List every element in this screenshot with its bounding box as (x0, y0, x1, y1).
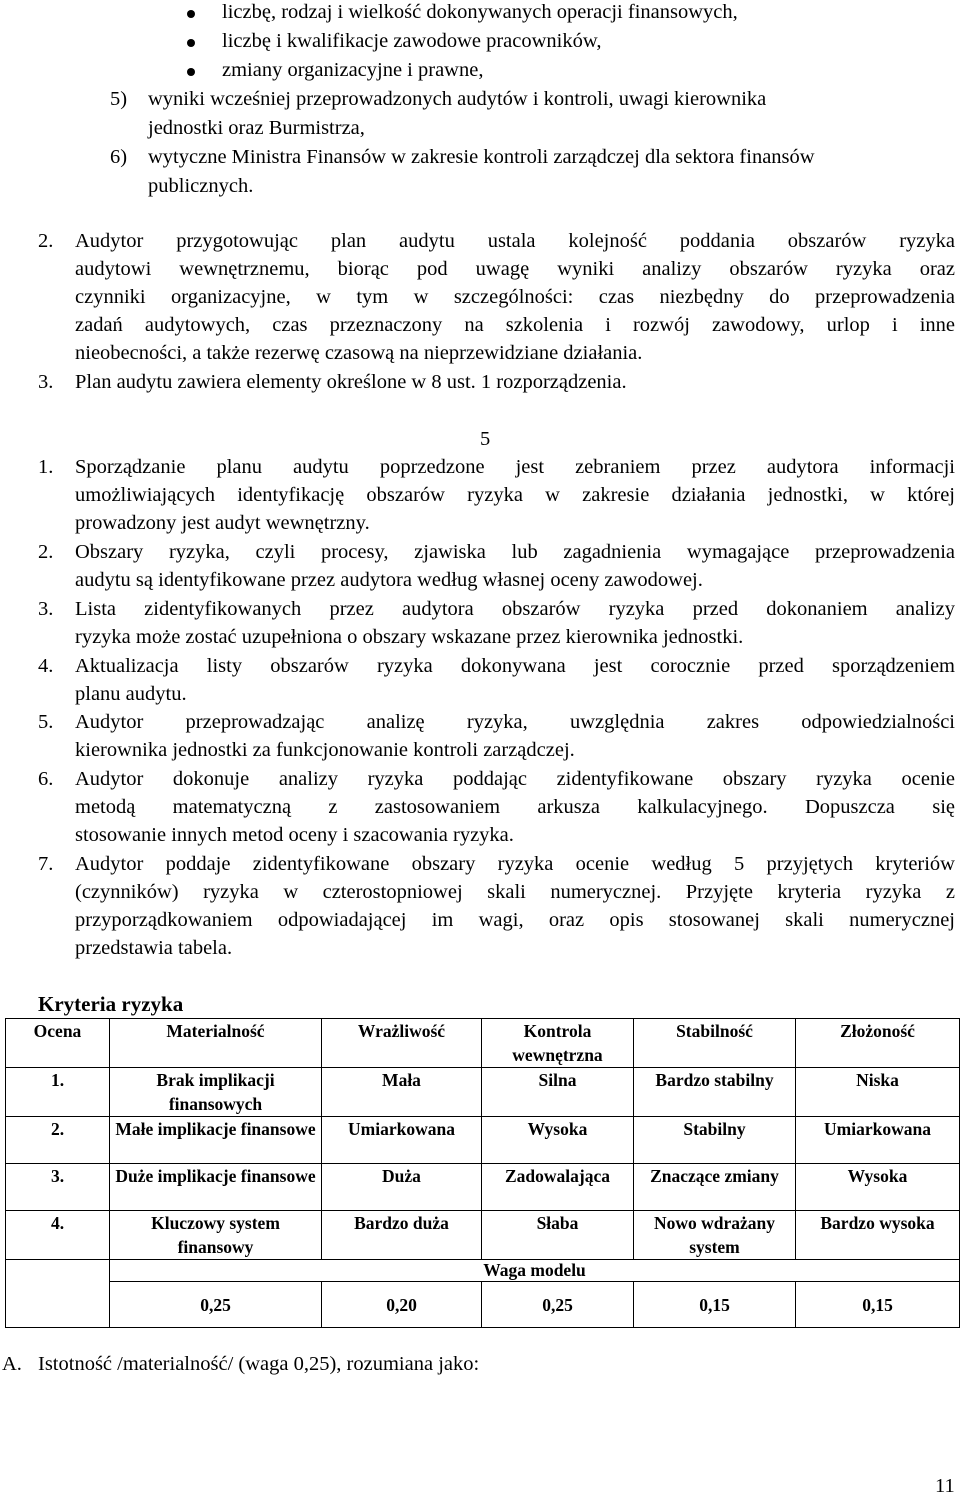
list-number: 6) (110, 146, 128, 168)
item-line: metodą matematyczną z zastosowaniem arkusza kalkulacyjnego. Dopuszcza się (75, 796, 955, 818)
item-number: 5. (38, 711, 54, 733)
paragraph-line: Audytor przygotowując plan audytu ustala kolejność poddania obszarów ryzyka (75, 230, 955, 252)
table-cell-empty (6, 1282, 110, 1328)
table-row (6, 1117, 960, 1164)
table-cell: Nowo wdrażany system (634, 1211, 796, 1260)
table-row (6, 1164, 960, 1211)
column-header: Ocena (6, 1019, 110, 1068)
page-number: 11 (935, 1475, 955, 1497)
list-item-line: jednostki oraz Burmistrza, (148, 117, 365, 139)
weight-value: 0,20 (322, 1282, 482, 1328)
table-weights-label-row (6, 1260, 960, 1282)
table-cell: Zadowalająca (482, 1164, 634, 1211)
column-header: Materialność (110, 1019, 322, 1068)
table-cell: Silna (482, 1068, 634, 1117)
table-cell: Słaba (482, 1211, 634, 1260)
table-cell-empty (6, 1260, 110, 1282)
column-header: Stabilność (634, 1019, 796, 1068)
table-weights-row (6, 1282, 960, 1328)
item-number: 7. (38, 853, 54, 875)
table-cell: 4. (6, 1211, 110, 1260)
item-line: audytu są identyfikowane przez audytora według własnej oceny zawodowej. (75, 569, 703, 591)
paragraph-line: nieobecności, a także rezerwę czasową na nieprzewidziane działania. (75, 342, 643, 364)
table-cell: Wysoka (482, 1117, 634, 1164)
footer-item-text: Istotność /materialność/ (waga 0,25), rozumiana jako: (38, 1353, 480, 1375)
item-number: 1. (38, 456, 54, 478)
weight-value: 0,15 (634, 1282, 796, 1328)
table-row (6, 1211, 960, 1260)
paragraph-line: zadań audytowych, czas przeznaczony na szkolenia i rozwój zawodowy, urlop i inne (75, 314, 955, 336)
list-number: 5) (110, 88, 128, 110)
table-cell: Bardzo duża (322, 1211, 482, 1260)
item-line: ryzyka może zostać uzupełniona o obszary wskazane przez kierownika jednostki. (75, 626, 744, 648)
item-line: umożliwiających identyfikację obszarów ryzyka w zakresie działania jednostki, w której (75, 484, 955, 506)
bullet-icon (187, 68, 195, 76)
table-cell: Małe implikacje finansowe (110, 1117, 322, 1164)
bullet-item: zmiany organizacyjne i prawne, (222, 59, 484, 81)
item-number: 4. (38, 655, 54, 677)
column-header: Kontrola wewnętrzna (482, 1019, 634, 1068)
table-cell: Brak implikacji finansowych (110, 1068, 322, 1117)
table-cell: Duża (322, 1164, 482, 1211)
item-number: 6. (38, 768, 54, 790)
section-marker: 5 (480, 428, 491, 450)
table-cell: Kluczowy system finansowy (110, 1211, 322, 1260)
item-line: (czynników) ryzyka w czterostopniowej skali numerycznej. Przyjęte kryteria ryzyka z (75, 881, 955, 903)
table-row (6, 1068, 960, 1117)
item-line: Audytor poddaje zidentyfikowane obszary ryzyka ocenie według 5 przyjętych kryteriów (75, 853, 955, 875)
table-cell: Umiarkowana (322, 1117, 482, 1164)
table-cell: Umiarkowana (796, 1117, 960, 1164)
footer-item-number: A. (2, 1353, 22, 1375)
column-header: Złożoność (796, 1019, 960, 1068)
weight-value: 0,25 (110, 1282, 322, 1328)
table-cell: 1. (6, 1068, 110, 1117)
paragraph-line: czynniki organizacyjne, w tym w szczególności: czas niezbędny do przeprowadzenia (75, 286, 955, 308)
paragraph-line: audytowi wewnętrznemu, biorąc pod uwagę wyniki analizy obszarów ryzyka oraz (75, 258, 955, 280)
table-cell: Mała (322, 1068, 482, 1117)
weight-value: 0,25 (482, 1282, 634, 1328)
list-item-line: wytyczne Ministra Finansów w zakresie kontroli zarządczej dla sektora finansów (148, 146, 815, 168)
list-item-line: wyniki wcześniej przeprowadzonych audytów i kontroli, uwagi kierownika (148, 88, 767, 110)
item-line: Audytor dokonuje analizy ryzyka poddając zidentyfikowane obszary ryzyka ocenie (75, 768, 955, 790)
item-line: Aktualizacja listy obszarów ryzyka dokonywana jest corocznie przed sporządzeniem (75, 655, 955, 677)
item-line: planu audytu. (75, 683, 187, 705)
item-line: Lista zidentyfikowanych przez audytora obszarów ryzyka przed dokonaniem analizy (75, 598, 955, 620)
item-line: prowadzony jest audyt wewnętrzny. (75, 512, 370, 534)
table-cell: Duże implikacje finansowe (110, 1164, 322, 1211)
paragraph-line: Plan audytu zawiera elementy określone w 8 ust. 1 rozporządzenia. (75, 371, 627, 393)
item-line: przyporządkowaniem odpowiadającej im wagi, oraz opis stosowanej skali numerycznej (75, 909, 955, 931)
table-cell: Wysoka (796, 1164, 960, 1211)
item-line: Sporządzanie planu audytu poprzedzone jest zebraniem przez audytora informacji (75, 456, 955, 478)
item-line: kierownika jednostki za funkcjonowanie kontroli zarządczej. (75, 739, 575, 761)
bullet-item: liczbę, rodzaj i wielkość dokonywanych operacji finansowych, (222, 1, 738, 23)
list-item-line: publicznych. (148, 175, 254, 197)
bullet-icon (187, 39, 195, 47)
item-number: 3. (38, 598, 54, 620)
criteria-table (5, 1018, 960, 1328)
item-line: Obszary ryzyka, czyli procesy, zjawiska lub zagadnienia wymagające przeprowadzenia (75, 541, 955, 563)
table-title: Kryteria ryzyka (38, 992, 184, 1016)
weight-value: 0,15 (796, 1282, 960, 1328)
table-cell: Bardzo stabilny (634, 1068, 796, 1117)
table-cell: Znaczące zmiany (634, 1164, 796, 1211)
column-header: Wrażliwość (322, 1019, 482, 1068)
paragraph-number: 2. (38, 230, 54, 252)
table-cell: Niska (796, 1068, 960, 1117)
item-number: 2. (38, 541, 54, 563)
bullet-icon (187, 10, 195, 18)
paragraph-number: 3. (38, 371, 54, 393)
weights-label: Waga modelu (110, 1260, 960, 1282)
item-line: stosowanie innych metod oceny i szacowania ryzyka. (75, 824, 514, 846)
bullet-item: liczbę i kwalifikacje zawodowe pracowników, (222, 30, 602, 52)
table-cell: Stabilny (634, 1117, 796, 1164)
table-cell: 3. (6, 1164, 110, 1211)
item-line: przedstawia tabela. (75, 937, 233, 959)
table-header-row (6, 1019, 960, 1068)
item-line: Audytor przeprowadzając analizę ryzyka, uwzględnia zakres odpowiedzialności (75, 711, 955, 733)
table-cell: 2. (6, 1117, 110, 1164)
table-cell: Bardzo wysoka (796, 1211, 960, 1260)
